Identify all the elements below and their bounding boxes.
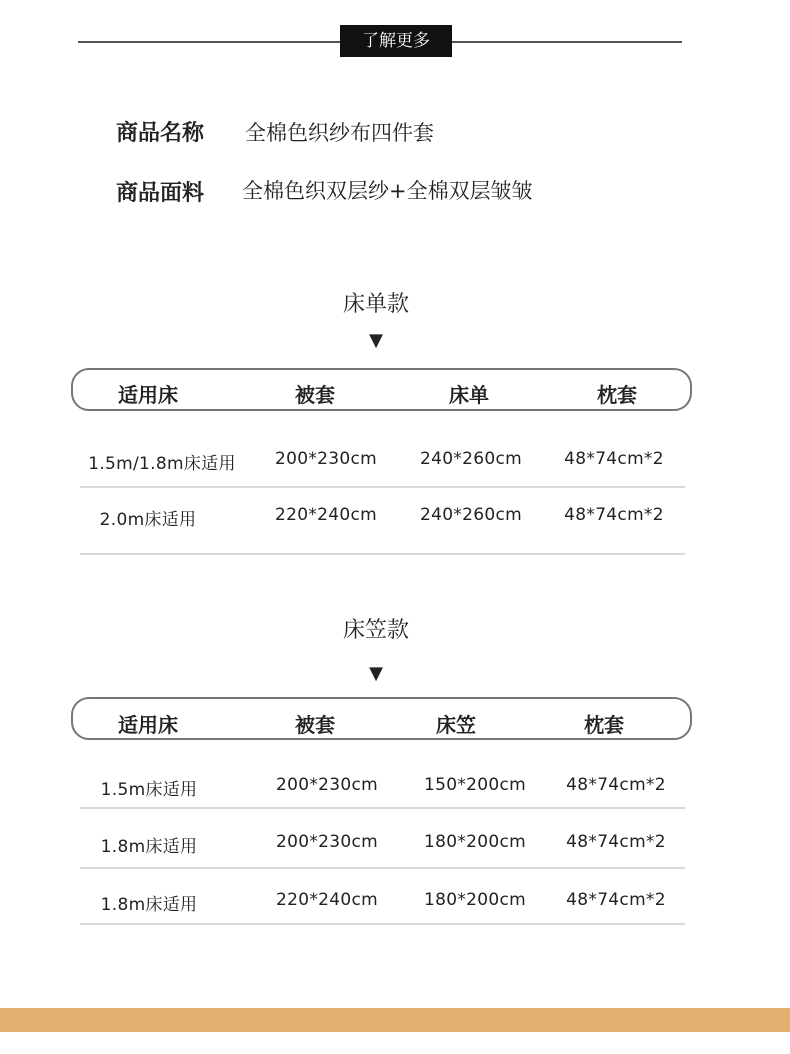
table-cell: 1.8m床适用: [100, 837, 198, 857]
row-divider: [80, 923, 685, 925]
table-cell: 220*240cm: [274, 505, 378, 525]
table-cell: 200*230cm: [275, 775, 379, 795]
table-cell: 48*74cm*2: [566, 775, 666, 795]
table-cell: 1.8m床适用: [100, 895, 198, 915]
row-divider: [80, 553, 685, 555]
fitted-header-fitted: 床笠: [436, 713, 476, 737]
sheet-section-title: 床单款: [342, 292, 409, 317]
table-cell: 220*240cm: [275, 890, 379, 910]
row-divider: [80, 867, 685, 869]
table-cell: 48*74cm*2: [566, 890, 666, 910]
table-cell: 48*74cm*2: [564, 449, 664, 469]
learn-more-title: 了解更多: [340, 25, 452, 57]
sheet-header-sheet: 床单: [449, 383, 489, 407]
sheet-header-bed: 适用床: [118, 383, 178, 407]
table-cell: 240*260cm: [419, 449, 523, 469]
table-cell: 180*200cm: [423, 832, 527, 852]
table-cell: 48*74cm*2: [564, 505, 664, 525]
sheet-section-arrow-icon: ▼: [369, 330, 383, 351]
table-cell: 200*230cm: [275, 832, 379, 852]
sheet-header-duvet: 被套: [295, 383, 335, 407]
fitted-header-bed: 适用床: [118, 713, 178, 737]
row-divider: [80, 807, 685, 809]
fitted-section-title: 床笠款: [342, 618, 409, 643]
product-name-label: 商品名称: [116, 121, 205, 146]
fitted-section-arrow-icon: ▼: [369, 663, 383, 684]
table-cell: 48*74cm*2: [566, 832, 666, 852]
table-cell: 180*200cm: [423, 890, 527, 910]
table-cell: 2.0m床适用: [99, 510, 197, 530]
header-divider-left: [78, 41, 340, 43]
product-name-value: 全棉色织纱布四件套: [245, 121, 434, 145]
sheet-header-pillow: 枕套: [597, 383, 637, 407]
bottom-accent-band: [0, 1008, 790, 1032]
table-cell: 150*200cm: [423, 775, 527, 795]
fitted-header-duvet: 被套: [295, 713, 335, 737]
row-divider: [80, 486, 685, 488]
product-fabric-value: 全棉色织双层纱+全棉双层皱皱: [242, 179, 533, 203]
product-fabric-label: 商品面料: [116, 181, 205, 206]
table-cell: 200*230cm: [274, 449, 378, 469]
fitted-header-pillow: 枕套: [584, 713, 624, 737]
table-cell: 1.5m床适用: [100, 780, 198, 800]
header-divider-right: [452, 41, 682, 43]
table-cell: 1.5m/1.8m床适用: [88, 454, 236, 474]
table-cell: 240*260cm: [419, 505, 523, 525]
